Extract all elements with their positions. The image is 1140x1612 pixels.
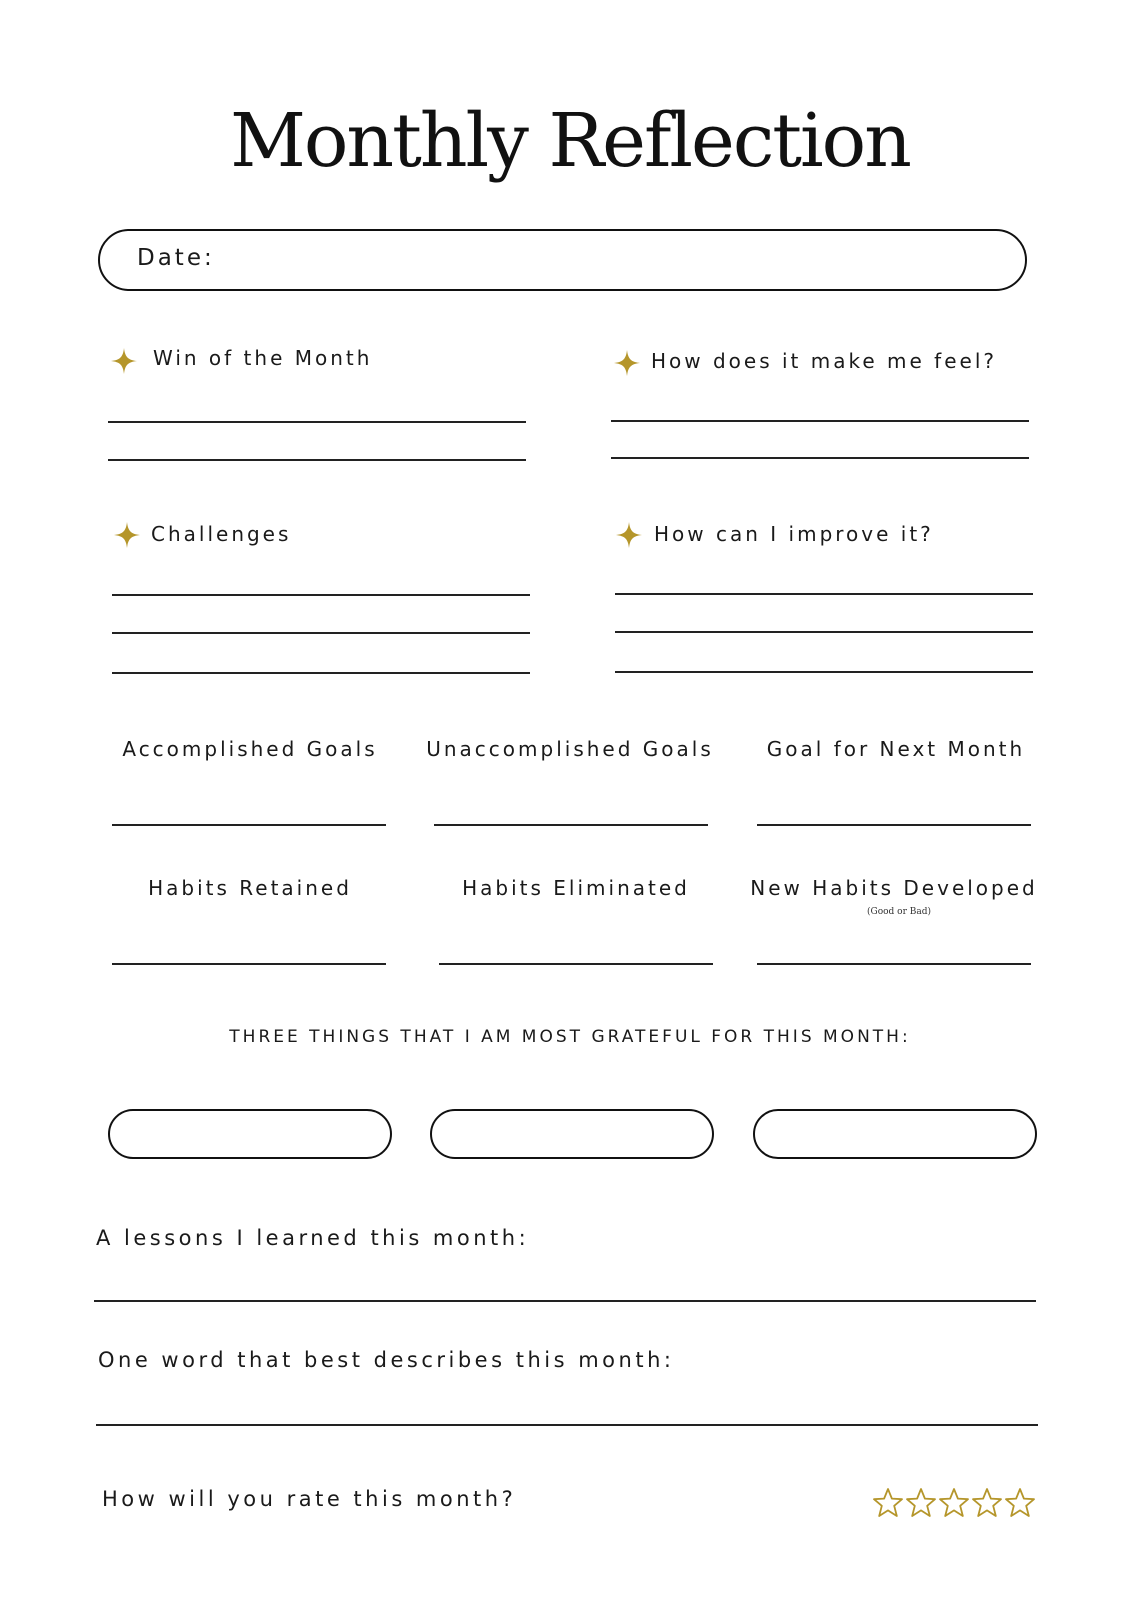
challenges-line-1[interactable] [112,594,530,596]
feel-line-2[interactable] [611,457,1029,459]
goal-next-month-line[interactable] [757,824,1031,826]
improve-line-3[interactable] [615,671,1033,673]
feel-line-1[interactable] [611,420,1029,422]
challenges-label: Challenges [151,522,292,546]
accomplished-goals-label: Accomplished Goals [122,737,378,761]
lesson-prompt: A lessons I learned this month: [96,1226,530,1250]
improve-label: How can I improve it? [654,522,934,546]
habits-eliminated-label: Habits Eliminated [462,876,690,900]
star-outline-icon[interactable] [1006,1489,1034,1516]
lesson-line[interactable] [94,1300,1036,1302]
star-outline-icon[interactable] [973,1489,1001,1516]
grateful-field-2[interactable] [430,1109,714,1159]
habits-eliminated-line[interactable] [439,963,713,965]
challenges-line-3[interactable] [112,672,530,674]
star-outline-icon[interactable] [907,1489,935,1516]
grateful-title: THREE THINGS THAT I AM MOST GRATEFUL FOR THIS MONTH: [229,1027,911,1047]
one-word-line[interactable] [96,1424,1038,1426]
rating-prompt: How will you rate this month? [102,1487,517,1511]
sparkle-icon [114,522,140,548]
one-word-prompt: One word that best describes this month: [98,1348,675,1372]
challenges-line-2[interactable] [112,632,530,634]
new-habits-note: (Good or Bad) [867,907,931,917]
accomplished-goals-line[interactable] [112,824,386,826]
win-line-1[interactable] [108,421,526,423]
page-title: Monthly Reflection [230,98,910,184]
goal-next-month-label: Goal for Next Month [766,737,1026,761]
sparkle-icon [111,348,137,374]
star-rating[interactable] [873,1487,1037,1519]
grateful-field-1[interactable] [108,1109,392,1159]
grateful-field-3[interactable] [753,1109,1037,1159]
win-line-2[interactable] [108,459,526,461]
habits-retained-line[interactable] [112,963,386,965]
date-label: Date: [137,245,215,271]
date-field[interactable] [98,229,1027,291]
star-outline-icon[interactable] [874,1489,902,1516]
star-outline-icon[interactable] [940,1489,968,1516]
improve-line-1[interactable] [615,593,1033,595]
habits-retained-label: Habits Retained [148,876,352,900]
improve-line-2[interactable] [615,631,1033,633]
new-habits-line[interactable] [757,963,1031,965]
sparkle-icon [614,350,640,376]
feel-label: How does it make me feel? [651,349,997,373]
unaccomplished-goals-line[interactable] [434,824,708,826]
sparkle-icon [616,522,642,548]
new-habits-label: New Habits Developed [750,876,1038,900]
unaccomplished-goals-label: Unaccomplished Goals [426,737,714,761]
win-of-month-label: Win of the Month [153,346,373,370]
